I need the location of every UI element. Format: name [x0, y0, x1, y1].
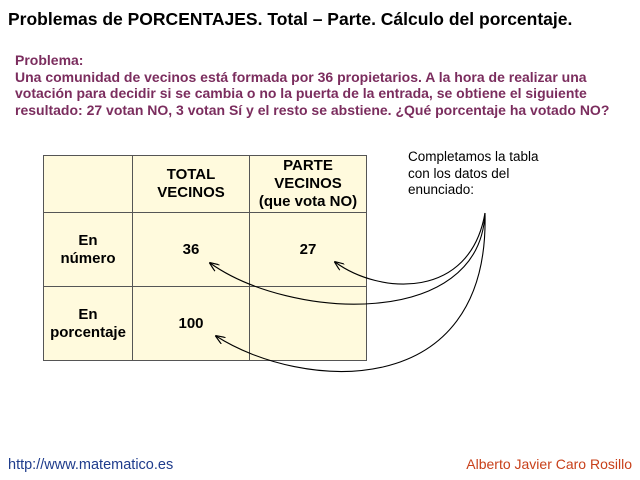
arrow-to-total-numero [210, 213, 485, 304]
header-total-vecinos: TOTAL VECINOS [133, 156, 250, 213]
cell-parte-numero: 27 [250, 213, 367, 287]
problem-line: resultado: 27 votan NO, 3 votan Sí y el resto se abstiene. ¿Qué porcentaje ha votado NO? [15, 101, 610, 118]
row-label-numero: En número [44, 213, 133, 287]
annotation-note: Completamos la tabla con los datos del enunciado: [408, 149, 539, 197]
problem-label: Problema: [15, 52, 84, 68]
row-label-porcentaje: En porcentaje [44, 287, 133, 361]
author-credit: Alberto Javier Caro Rosillo [466, 456, 632, 472]
problem-line: votación para decidir si se cambia o no la puerta de la entrada, se obtiene el siguiente [15, 85, 587, 101]
page-title: Problemas de PORCENTAJES. Total – Parte. Cálculo del porcentaje. [8, 9, 573, 29]
website-link[interactable]: http://www.matematico.es [8, 457, 174, 473]
arrow-to-total-porcentaje [216, 213, 485, 371]
cell-total-porcentaje: 100 [133, 287, 250, 361]
cell-total-numero: 36 [133, 213, 250, 287]
problem-line: Una comunidad de vecinos está formada por 36 propietarios. A la hora de realizar una [15, 68, 587, 85]
header-parte-vecinos: PARTE VECINOS (que vota NO) [250, 156, 367, 213]
arrow-to-parte-numero [335, 213, 485, 284]
